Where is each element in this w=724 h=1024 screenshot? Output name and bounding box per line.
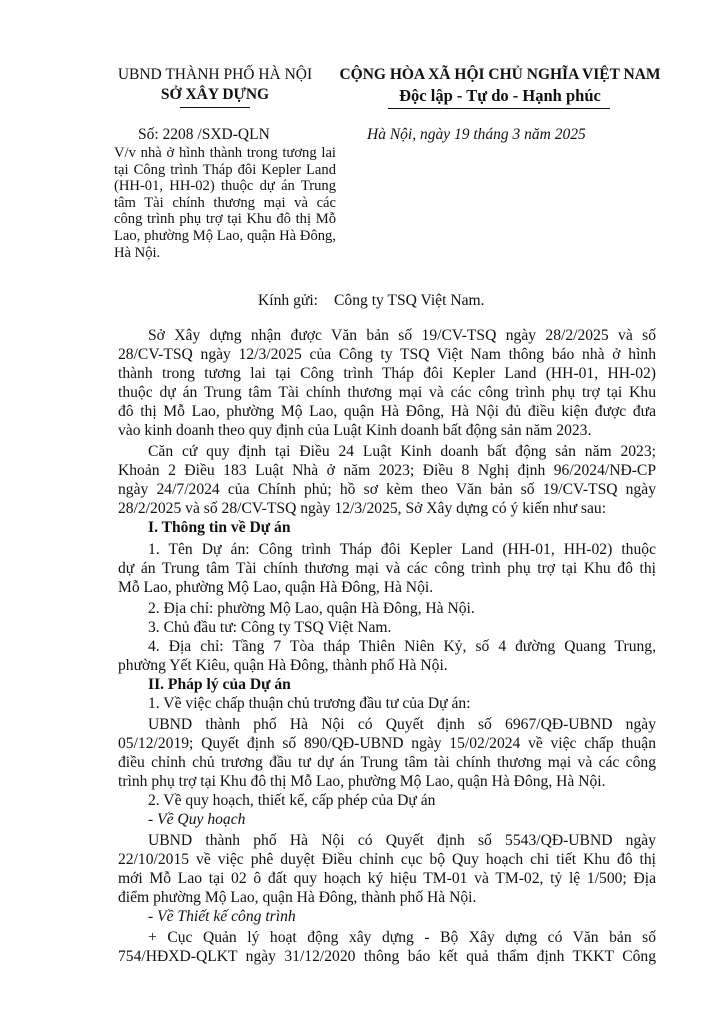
body-line: Khoản 2 Điều 183 Luật Nhà ở năm 2023; Điều 8 Nghị định 96/2024/NĐ-CP	[118, 462, 656, 479]
body-line: 28/2/2025 và số 28/CV-TSQ ngày 12/3/2025, Sở Xây dựng có ý kiến như sau:	[118, 500, 607, 517]
issuer-department: SỞ XÂY DỰNG	[160, 86, 270, 103]
recipient-label: Kính gửi:	[258, 292, 318, 309]
body-line: Sở Xây dựng nhận được Văn bản số 19/CV-TSQ ngày 28/2/2025 và số	[148, 327, 656, 344]
body-line: mới Mỗ Lao tại 02 ô đất quy hoạch ký hiệu TM-01 và TM-02, tỷ lệ 1/500; Địa	[118, 870, 656, 887]
body-line: dự án Trung tâm Tài chính thương mại và các công trình phụ trợ tại Khu đô thị	[118, 560, 656, 577]
sub-heading: - Về Quy hoạch	[148, 811, 246, 828]
body-line: đô thị Mỗ Lao, phường Mộ Lao, quận Hà Đông, Hà Nội đủ điều kiện được đưa	[118, 403, 656, 420]
issuer-underline	[180, 107, 250, 108]
body-line: 05/12/2019; Quyết định số 890/QĐ-UBND ngày 15/02/2024 về việc chấp thuận	[118, 735, 656, 752]
body-line: 1. Tên Dự án: Công trình Tháp đôi Kepler Land (HH-01, HH-02) thuộc	[148, 541, 656, 558]
body-line: 754/HĐXD-QLKT ngày 31/12/2020 thông báo kết quả thẩm định TKKT Công	[118, 948, 656, 965]
section-heading: II. Pháp lý của Dự án	[148, 676, 291, 693]
body-line: 3. Chủ đầu tư: Công ty TSQ Việt Nam.	[148, 619, 392, 636]
motto-underline	[388, 108, 610, 109]
body-line: ngày 24/7/2024 của Chính phủ; hồ sơ kèm theo Văn bản số 19/CV-TSQ ngày	[118, 481, 656, 498]
issuer-authority: UBND THÀNH PHỐ HÀ NỘI	[117, 66, 313, 83]
body-line: điều chỉnh chủ trương đầu tư dự án Trung tâm tài chính thương mại và các công	[118, 754, 656, 771]
body-line: điểm phường Mộ Lao, quận Hà Đông, thành phố Hà Nội.	[118, 889, 477, 906]
sub-heading: - Về Thiết kế công trình	[148, 908, 296, 925]
subject-summary: V/v nhà ở hình thành trong tương lai tại Công trình Tháp đôi Kepler Land (HH-01, HH-02) thuộc dự án Trung tâm Tài chính thương mại và các công trình phụ trợ tại Khu đô thị Mỗ Lao, phường Mộ Lao, quận Hà Đông, Hà Nội.	[114, 145, 336, 261]
body-line: 4. Địa chỉ: Tầng 7 Tòa tháp Thiên Niên Kỷ, số 4 đường Quang Trung,	[148, 638, 656, 655]
body-line: 22/10/2015 về việc phê duyệt Điều chỉnh cục bộ Quy hoạch chi tiết Khu đô thị	[118, 851, 656, 868]
body-line: 2. Về quy hoạch, thiết kế, cấp phép của Dự án	[148, 792, 436, 809]
body-line: 2. Địa chỉ: phường Mộ Lao, quận Hà Đông, Hà Nội.	[148, 600, 475, 617]
body-line: thuộc dự án Trung tâm Tài chính thương mại và các công trình phụ trợ tại Khu	[118, 384, 656, 401]
body-line: phường Yết Kiêu, quận Hà Đông, thành phố Hà Nội.	[118, 657, 448, 674]
body-line: Căn cứ quy định tại Điều 24 Luật Kinh doanh bất động sản năm 2023;	[148, 443, 656, 460]
body-line: trình phụ trợ tại Khu đô thị Mỗ Lao, phường Mộ Lao, quận Hà Đông, Hà Nội.	[118, 773, 606, 790]
body-line: thành trong tương lai tại Công trình Tháp đôi Kepler Land (HH-01, HH-02)	[118, 365, 656, 382]
body-line: 28/CV-TSQ ngày 12/3/2025 của Công ty TSQ Việt Nam thông báo nhà ở hình	[118, 346, 656, 363]
national-motto: Độc lập - Tự do - Hạnh phúc	[399, 86, 601, 105]
section-heading: I. Thông tin về Dự án	[148, 519, 291, 536]
recipient-name: Công ty TSQ Việt Nam.	[334, 292, 485, 309]
body-line: Mỗ Lao, phường Mộ Lao, quận Hà Đông, Hà Nội.	[118, 579, 434, 596]
body-line: + Cục Quản lý hoạt động xây dựng - Bộ Xây dựng có Văn bản số	[148, 929, 656, 946]
document-date: Hà Nội, ngày 19 tháng 3 năm 2025	[367, 126, 586, 143]
body-line: UBND thành phố Hà Nội có Quyết định số 5543/QĐ-UBND ngày	[148, 832, 656, 849]
body-line: vào kinh doanh theo quy định của Luật Kinh doanh bất động sản năm 2023.	[118, 422, 592, 439]
body-line: UBND thành phố Hà Nội có Quyết định số 6967/QĐ-UBND ngày	[148, 716, 656, 733]
document-number: Số: 2208 /SXD-QLN	[138, 126, 270, 143]
body-line: 1. Về việc chấp thuận chủ trương đầu tư của Dự án:	[148, 695, 471, 712]
national-title: CỘNG HÒA XÃ HỘI CHỦ NGHĨA VIỆT NAM	[339, 66, 661, 83]
